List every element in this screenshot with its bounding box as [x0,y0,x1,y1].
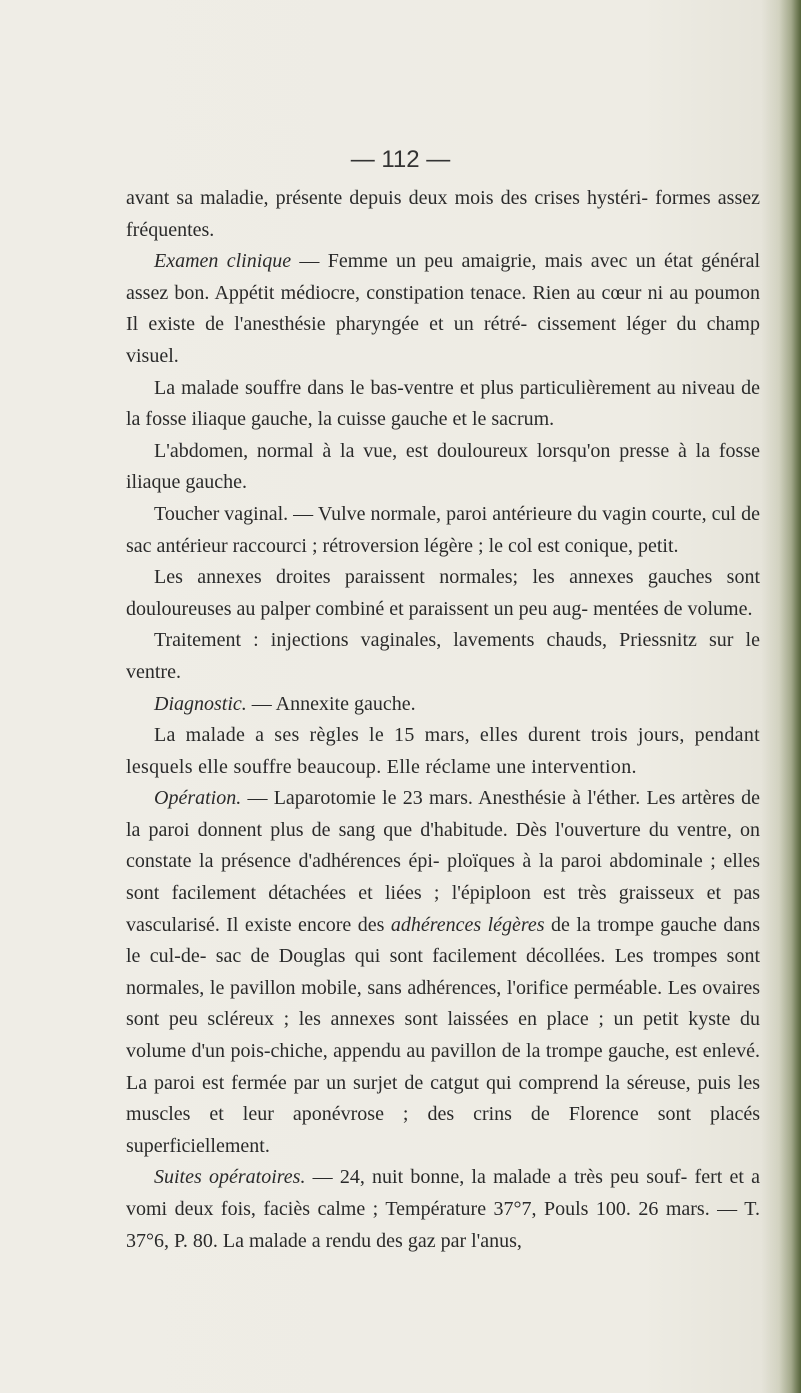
section-label-operation: Opération. [154,787,242,810]
section-label-examen-clinique: Examen clinique [154,250,292,273]
paragraph-operation [126,783,760,1162]
paragraph-1: avant sa maladie, présente depuis deux mois des crises hystéri- formes assez fréquentes. [126,187,760,241]
section-label-suites-operatoires: Suites opératoires. [154,1166,306,1189]
page-body [126,183,760,1257]
paragraph-operation-text-a: — Laparotomie le 23 mars. Anesthésie à l'éther. Les artères de la paroi donnent plus de sang que d'habitude. Dès l'ouverture du ventre, on constate la présence d'adhérences épi- ploïques à la paroi abdominale ; elles sont facilement détachées et liées ; l'épiploon est très graisseux et pas vascularisé. Il existe encore des [126,787,760,936]
paragraph-examen-clinique [126,246,760,372]
paragraph-4: L'abdomen, normal à la vue, est douloureux lorsqu'on presse à la fosse iliaque gauche. [126,439,760,494]
paragraph-diagnostic [126,689,760,721]
paragraph-diagnostic-text: — Annexite gauche. [246,692,416,715]
page-edge-shadow [761,0,801,1393]
paragraph-regles: La malade a ses règles le 15 mars, elles durent trois jours, pendant lesquels elle souffre beaucoup. Elle réclame une intervention. [126,724,760,778]
paragraph-annexes: Les annexes droites paraissent normales; les annexes gauches sont douloureuses au palper combiné et paraissent un peu aug- mentées de volume. [126,566,760,620]
paragraph-3: La malade souffre dans le bas-ventre et plus particulièrement au niveau de la fosse iliaque gauche, la cuisse gauche et le sacrum. [126,376,760,431]
emphasis-adherences-legeres: adhérences légères [390,913,545,936]
paragraph-suites-operatoires-text: — 24, nuit bonne, la malade a très peu souf- fert et a vomi deux fois, faciès calme ; Température 37°7, Pouls 100. 26 mars. — T. 37°6, P. 80. La malade a rendu des gaz par l'anus, [126,1166,761,1252]
paragraph-examen-clinique-text: — Femme un peu amaigrie, mais avec un état général assez bon. Appétit médiocre, constipation tenace. Rien au cœur ni au poumon Il existe de l'anesthésie pharyngée et un rétré- cissement léger du champ visuel. [126,250,760,367]
page-number: — 112 — [350,146,451,173]
section-label-diagnostic: Diagnostic. [154,692,247,715]
paragraph-suites-operatoires [126,1162,760,1257]
paragraph-traitement: Traitement : injections vaginales, lavements chauds, Priessnitz sur le ventre. [126,629,760,683]
paragraph-toucher-vaginal: Toucher vaginal. — Vulve normale, paroi antérieure du vagin courte, cul de sac antérieur raccourci ; rétroversion légère ; le col est conique, petit. [126,502,760,557]
paragraph-operation-text-b: de la trompe gauche dans le cul-de- sac de Douglas qui sont facilement décollées. Les trompes sont normales, le pavillon mobile, sans adhérences, l'orifice perméable. Les ovaires sont peu scléreux ; les annexes sont laissées en place ; un petit kyste du volume d'un pois-chiche, appendu au pavillon de la trompe gauche, est enlevé. La paroi est fermée par un surjet de catgut qui comprend la séreuse, puis les muscles et leur aponévrose ; des crins de Florence sont placés superficiellement. [126,913,760,1157]
